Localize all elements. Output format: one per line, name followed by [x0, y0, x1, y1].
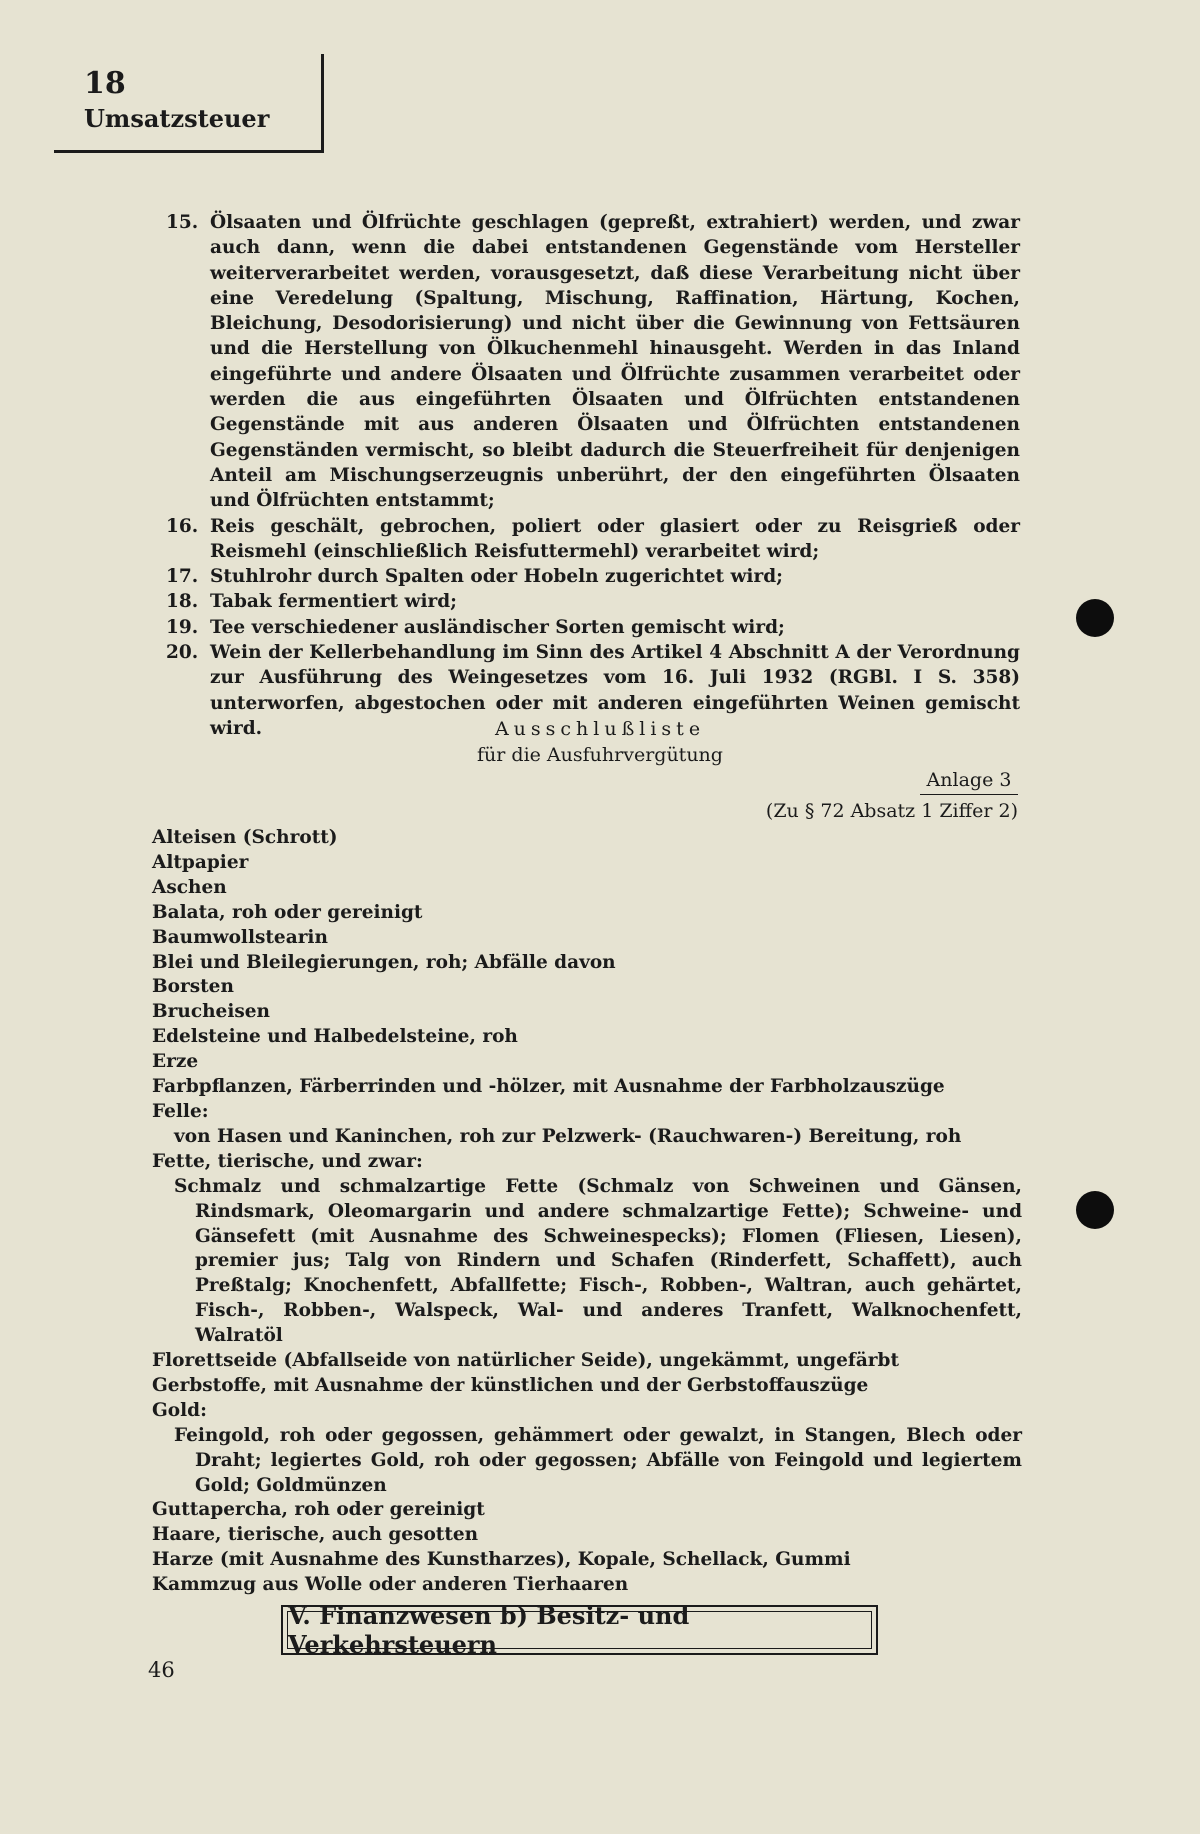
- list-item: Kammzug aus Wolle oder anderen Tierhaaren: [152, 1574, 629, 1596]
- item-number: 15.: [166, 212, 199, 233]
- item-number: 18.: [166, 591, 199, 613]
- list-item: Alteisen (Schrott): [152, 827, 338, 848]
- item-19: [166, 615, 1020, 640]
- list-item: Gerbstoffe, mit Ausnahme der künstlichen und der Gerbstoffauszüge: [152, 1374, 869, 1396]
- item-text: Ölsaaten und Ölfrüchte geschlagen (gepreßt, extrahiert) werden, und zwar auch dann, wenn die dabei entstandenen Gegenstände vom Hersteller weiterverarbeitet werden, vorausgesetzt, daß diese Verarbeitung nicht über eine Veredelung (Spaltung, Mischung, Raffination, Härtung, Kochen, Bleichung, Desodorisierung) und nicht über die Gewinnung von Fettsäuren und die Herstellung von Ölkuchenmehl hinausgeht. Werden in das Inland eingeführte und andere Ölsaaten und Ölfrüchte zusammen verarbeitet oder werden die aus eingeführten Ölsaaten und Ölfrüchten entstandenen Gegenstände mit aus anderen Ölsaaten und Ölfrüchten entstandenen Gegenständen vermischt, so bleibt dadurch die Steuerfreiheit für denjenigen Anteil am Mischungserzeugnis unberührt, der den eingeführten Ölsaaten und Ölfrüchten entstammt;: [210, 212, 1020, 512]
- list-item: Florettseide (Abfallseide von natürlicher Seide), ungekämmt, ungefärbt: [152, 1350, 900, 1372]
- section-number: 18: [84, 66, 126, 101]
- item-text: Stuhlrohr durch Spalten oder Hobeln zugerichtet wird;: [210, 566, 783, 588]
- item-number: 17.: [166, 566, 199, 588]
- item-17: [166, 564, 1020, 589]
- list-item: Haare, tierische, auch gesotten: [152, 1524, 479, 1546]
- exclusion-list-subtitle: für die Ausfuhrvergütung: [477, 744, 723, 766]
- item-text: Wein der Kellerbehandlung im Sinn des Artikel 4 Abschnitt A der Verordnung zur Ausführung des Weingesetzes vom 16. Juli 1932 (RGBl. I S. 358) unterworfen, abgestochen oder mit anderen eingeführten Weinen gemischt wird.: [210, 642, 1020, 739]
- section-title: Umsatzsteuer: [84, 104, 270, 133]
- list-item: Altpapier: [152, 851, 249, 873]
- item-number: 20.: [166, 642, 199, 664]
- list-item: Fette, tierische, und zwar:: [152, 1150, 423, 1172]
- item-number: 16.: [166, 515, 199, 537]
- list-item: Gold:: [152, 1399, 207, 1421]
- list-item: Farbpflanzen, Färberrinden und -hölzer, mit Ausnahme der Farbholzauszüge: [152, 1076, 945, 1098]
- item-18: [166, 589, 1020, 614]
- annex-label: Anlage 3: [920, 769, 1018, 795]
- list-item: Aschen: [152, 876, 227, 898]
- list-item: Edelsteine und Halbedelsteine, roh: [152, 1026, 518, 1048]
- binder-hole: [1076, 599, 1114, 637]
- list-item: Blei und Bleilegierungen, roh; Abfälle davon: [152, 951, 616, 973]
- numbered-items: [166, 210, 1020, 741]
- item-15: [166, 210, 1020, 514]
- annex-reference: (Zu § 72 Absatz 1 Ziffer 2): [765, 800, 1018, 822]
- section-tab-label: V. Finanzwesen b) Besitz- und Verkehrsteuern: [287, 1611, 872, 1649]
- list-item: Harze (mit Ausnahme des Kunstharzes), Kopale, Schellack, Gummi: [152, 1549, 851, 1571]
- item-number: 19.: [166, 616, 199, 638]
- section-tab-box: [281, 1601, 878, 1659]
- list-item: Balata, roh oder gereinigt: [152, 901, 423, 923]
- page-number: 46: [148, 1658, 175, 1682]
- item-text: Tee verschiedener ausländischer Sorten gemischt wird;: [210, 616, 785, 638]
- list-subitem: von Hasen und Kaninchen, roh zur Pelzwerk- (Rauchwaren-) Bereitung, roh: [174, 1125, 962, 1147]
- list-item: Brucheisen: [152, 1001, 270, 1023]
- list-item: Borsten: [152, 976, 234, 998]
- list-item: Felle:: [152, 1100, 209, 1122]
- binder-hole: [1076, 1191, 1114, 1229]
- list-subitem: Feingold, roh oder gegossen, gehämmert oder gewalzt, in Stangen, Blech oder Draht; legiertes Gold, roh oder gegossen; Abfälle von Feingold und legiertem Gold; Goldmünzen: [174, 1424, 1022, 1496]
- item-text: Tabak fermentiert wird;: [210, 591, 457, 613]
- list-item: Erze: [152, 1051, 199, 1073]
- list-subitem: Schmalz und schmalzartige Fette (Schmalz von Schweinen und Gänsen, Rindsmark, Oleomargarin und andere schmalzartige Fette); Schweine- und Gänsefett (mit Ausnahme des Schweinespecks); Flomen (Fliesen, Liesen), premier jus; Talg von Rindern und Schafen (Rinderfett, Schaffett), auch Preßtalg; Knochenfett, Abfallfette; Fisch-, Robben-, Waltran, auch gehärtet, Fisch-, Robben-, Walspeck, Wal- und anderes Tranfett, Walknochenfett, Walratöl: [174, 1175, 1022, 1347]
- item-16: [166, 514, 1020, 565]
- exclusion-list: [152, 826, 1022, 1598]
- exclusion-list-title: Ausschlußliste: [494, 718, 706, 740]
- list-item: Guttapercha, roh oder gereinigt: [152, 1499, 485, 1521]
- list-item: Baumwollstearin: [152, 926, 328, 948]
- item-text: Reis geschält, gebrochen, poliert oder glasiert oder zu Reisgrieß oder Reismehl (einschließlich Reisfuttermehl) verarbeitet wird;: [210, 515, 1020, 562]
